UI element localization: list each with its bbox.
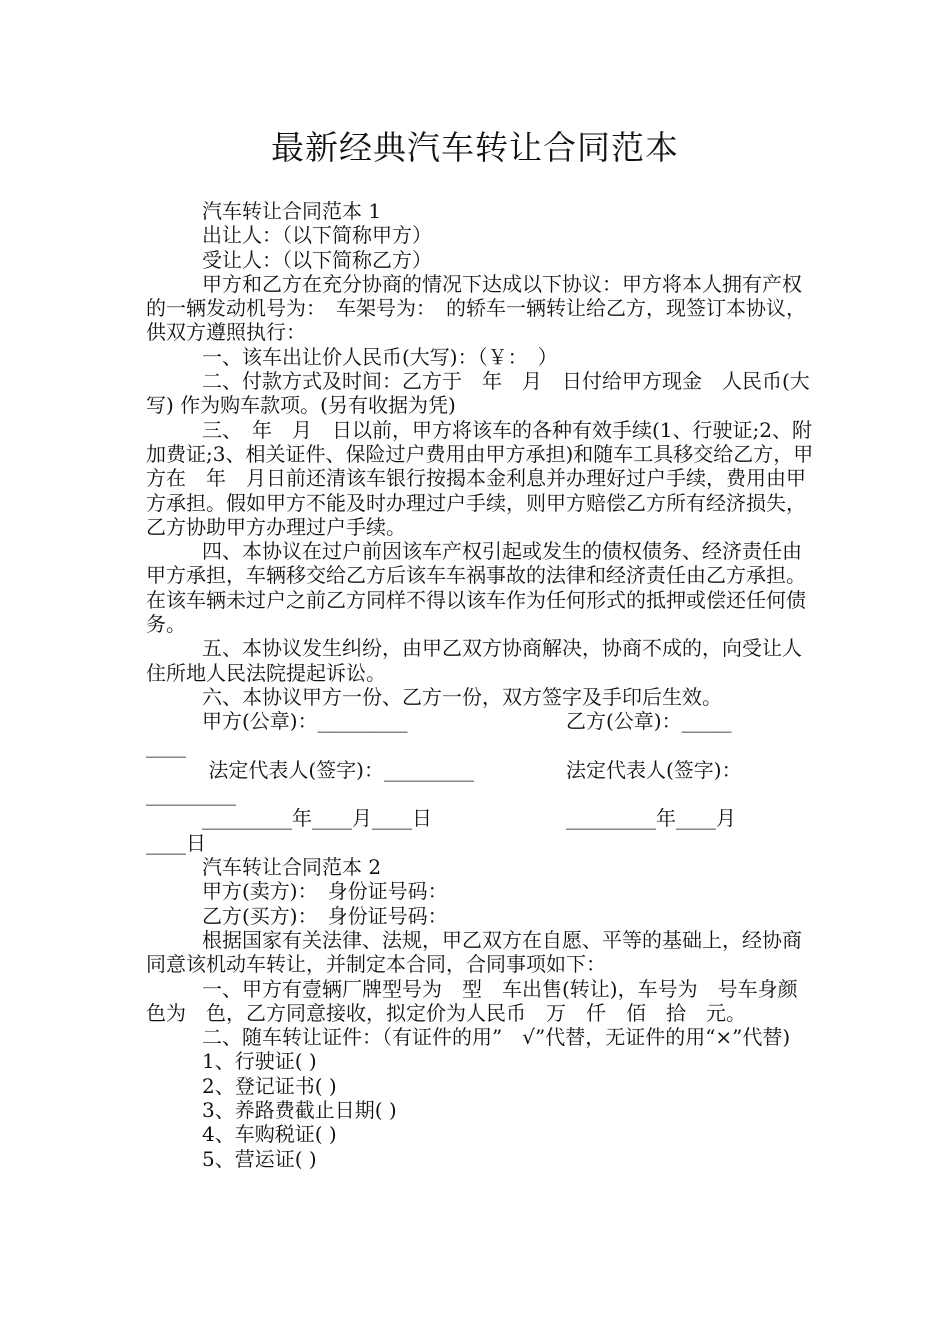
party-a-date: _________年____月____日 xyxy=(202,806,432,831)
list-item: 2、登记证书( ) xyxy=(202,1073,337,1098)
clause-2: 二、付款方式及时间：乙方于 年 月 日付给甲方现金 人民币(大写) 作为购车款项。(另有收据为凭) xyxy=(146,369,810,418)
document-body xyxy=(146,199,816,1171)
clause-5: 五、本协议发生纠纷，由甲乙双方协商解决，协商不成的，向受让人住所地人民法院提起诉讼。 xyxy=(146,636,802,685)
party-a-representative: 法定代表人(签字)：_________ xyxy=(202,757,474,782)
section2-intro: 根据国家有关法律、法规，甲乙双方在自愿、平等的基础上，经协商同意该机动车转让，并制定本合同，合同事项如下： xyxy=(146,927,802,977)
section1-intro: 甲方和乙方在充分协商的情况下达成以下协议：甲方将本人拥有产权的一辆发动机号为： 车架号为： 的轿车一辆转让给乙方，现签订本协议，供双方遵照执行： xyxy=(146,271,806,345)
party-b-seal-wrap: ____ xyxy=(146,733,186,758)
party-b-date: _________年____月 xyxy=(566,806,736,831)
date-row xyxy=(146,806,816,830)
seller-line: 出让人：（以下简称甲方） xyxy=(202,223,432,248)
party-b-date-wrap: ____日 xyxy=(146,830,206,855)
party-b-representative-wrap: _________ xyxy=(146,782,236,807)
clause-6: 六、本协议甲方一份、乙方一份，双方签字及手印后生效。 xyxy=(202,684,722,709)
party-a-line: 甲方(卖方)： 身份证号码： xyxy=(202,879,448,904)
section2-clause-1: 一、甲方有壹辆厂牌型号为 型 车出售(转让)，车号为 号车身颜色为 色，乙方同意接收，拟定价为人民币 万 仟 佰 拾 元。 xyxy=(146,976,798,1025)
party-b-seal: 乙方(公章)：_____ xyxy=(566,709,732,734)
clause-3: 三、 年 月 日以前，甲方将该车的各种有效手续(1、行驶证;2、附加费证;3、相关证件、保险过户费用由甲方承担)和随车工具移交给乙方，甲方在 年 月日前还清该车银行按揭本金利息并办理好过户手续，费用由甲方承担。假如甲方不能及时办理过户手续，则甲方赔偿乙方所有经济损失，乙方协助甲方办理过户手续。 xyxy=(146,417,814,539)
section1-heading: 汽车转让合同范本 1 xyxy=(202,199,382,223)
buyer-line: 受让人：（以下简称乙方） xyxy=(202,247,432,272)
section2-heading: 汽车转让合同范本 2 xyxy=(202,855,382,880)
list-item: 5、营运证( ) xyxy=(202,1146,317,1171)
representative-row xyxy=(146,758,816,782)
party-a-seal: 甲方(公章)：_________ xyxy=(202,709,408,734)
list-item: 4、车购税证( ) xyxy=(202,1122,337,1147)
section2-clause-2: 二、随车转让证件：（有证件的用” √”代替，无证件的用“×”代替) xyxy=(202,1025,791,1050)
seal-row xyxy=(146,709,816,733)
party-b-line: 乙方(买方)： 身份证号码： xyxy=(202,903,448,928)
clause-4: 四、本协议在过户前因该车产权引起或发生的债权债务、经济责任由甲方承担，车辆移交给乙方后该车车祸事故的法律和经济责任由乙方承担。在该车辆未过户之前乙方同样不得以该车作为任何形式的抵押或偿还任何债务。 xyxy=(146,539,806,637)
list-item: 1、行驶证( ) xyxy=(202,1049,317,1074)
document-title: 最新经典汽车转让合同范本 xyxy=(271,128,679,167)
party-b-representative: 法定代表人(签字)： xyxy=(566,757,742,782)
clause-1: 一、该车出让价人民币(大写)：（￥： ） xyxy=(202,344,558,369)
list-item: 3、养路费截止日期( ) xyxy=(202,1097,397,1122)
